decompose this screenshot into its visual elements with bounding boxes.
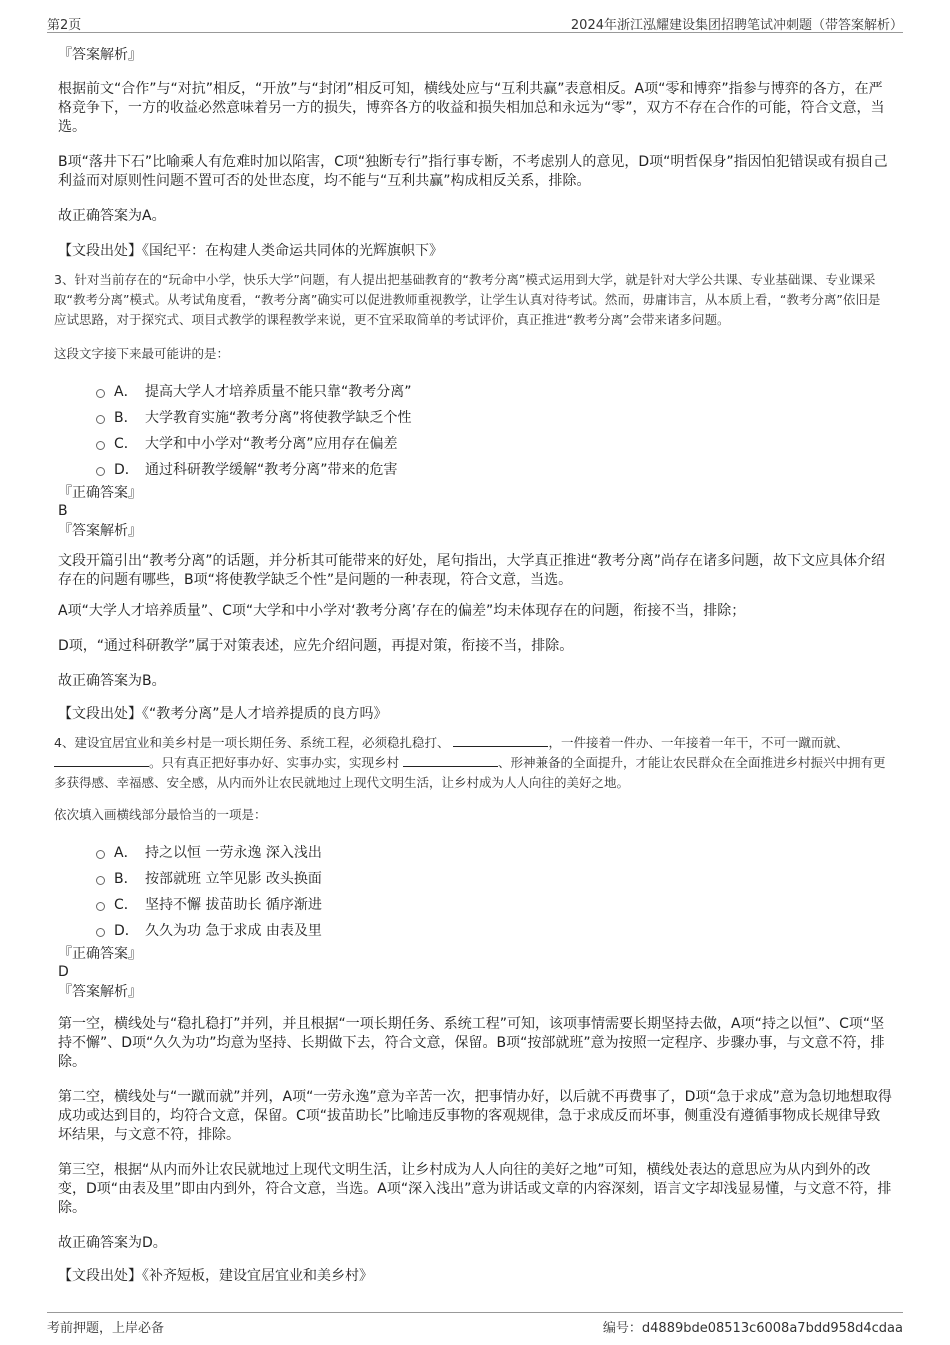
radio-icon[interactable] — [96, 876, 105, 885]
q3-analysis-label: 『答案解析』 — [58, 523, 142, 539]
q3-option-c[interactable]: C． 大学和中小学对“教考分离”应用存在偏差 — [96, 430, 892, 456]
document-code: 编号：d4889bde08513c6008a7bdd958d4cdaa — [602, 1321, 903, 1336]
q4-analysis-p2: 第二空，横线处与“一蹴而就”并列，A项“一劳永逸”意为辛苦一次，把事情办好，以后就不再费事了，D项“急于求成”意为急切地想取得成功或达到目的，均符合文意，保留。C项“拔苗助长”比喻违反事物的客观规律，急于求成反而坏事，侧重没有遵循事物成长规律导致坏结果，与文意不符，排除。 — [58, 1089, 892, 1143]
q2-answer-statement: 故正确答案为A。 — [58, 208, 166, 224]
radio-icon[interactable] — [96, 902, 105, 911]
radio-icon[interactable] — [96, 850, 105, 859]
q3-analysis-p2: A项“大学人才培养质量”、C项“大学和中小学对‘教考分离’存在的偏差”均未体现存在的问题，衔接不当，排除； — [58, 603, 746, 619]
q4-analysis-p3: 第三空，根据“从内而外让农民就地过上现代文明生活，让乡村成为人人向往的美好之地”可知，横线处表达的意思应为从内到外的改变，D项“由表及里”即由内到外，符合文意，当选。A项“深入浅出”意为讲话或文章的内容深刻，语言文字却浅显易懂，与文意不符，排除。 — [58, 1162, 892, 1216]
blank-line — [54, 754, 149, 767]
q4-question: 依次填入画横线部分最恰当的一项是： — [54, 807, 267, 822]
page-number: 第2页 — [47, 18, 82, 33]
footer-slogan: 考前押题，上岸必备 — [47, 1321, 165, 1336]
q4-stem: 4、建设宜居宜业和美乡村是一项长期任务、系统工程，必须稳扎稳打、 ，一件接着一件办、一年接着一年干，不可一蹴而就、 。只有真正把好事办好、实事办实，实现乡村 、形神兼备的全面提升，才能让农民群众在全面推进乡村振兴中拥有更多获得感、幸福感、安全感，从内而外让农民就地过上现代文明生活，让乡村成为人人向往的美好之地。 — [54, 735, 886, 790]
option-text: 坚持不懈 拔苗助长 循序渐进 — [145, 897, 322, 913]
option-text: 大学和中小学对“教考分离”应用存在偏差 — [145, 436, 398, 452]
document-title: 2024年浙江泓耀建设集团招聘笔试冲刺题（带答案解析） — [570, 18, 903, 33]
option-text: 大学教育实施“教考分离”将使教学缺乏个性 — [145, 410, 412, 426]
q3-analysis-p3: D项，“通过科研教学”属于对策表述，应先介绍问题，再提对策，衔接不当，排除。 — [58, 638, 574, 654]
q3-stem: 3、针对当前存在的“玩命中小学，快乐大学”问题，有人提出把基础教育的“教考分离”模式运用到大学，就是针对大学公共课、专业基础课、专业课采取“教考分离”模式。从考试角度看，“教考分离”确实可以促进教师重视教学，让学生认真对待考试。然而，毋庸讳言，从本质上看，“教考分离”依旧是应试思路，对于探究式、项目式教学的课程教学来说，更不宜采取简单的考试评价，真正推进“教考分离”会带来诸多问题。 — [54, 272, 881, 327]
q3-question: 这段文字接下来最可能讲的是： — [54, 346, 230, 361]
q3-options — [96, 378, 892, 482]
page-header — [47, 10, 903, 33]
option-text: 久久为功 急于求成 由表及里 — [145, 923, 322, 939]
q4-option-c[interactable]: C． 坚持不懈 拔苗助长 循序渐进 — [96, 891, 892, 917]
blank-line — [453, 734, 548, 747]
option-text: 通过科研教学缓解“教考分离”带来的危害 — [145, 462, 398, 478]
q4-correct-label: 『正确答案』 — [58, 946, 142, 962]
radio-icon[interactable] — [96, 441, 105, 450]
radio-icon[interactable] — [96, 389, 105, 398]
q4-option-b[interactable]: B． 按部就班 立竿见影 改头换面 — [96, 865, 892, 891]
q3-answer-statement: 故正确答案为B。 — [58, 673, 166, 689]
option-text: 持之以恒 一劳永逸 深入浅出 — [145, 845, 322, 861]
q4-option-a[interactable]: A． 持之以恒 一劳永逸 深入浅出 — [96, 839, 892, 865]
q4-options — [96, 839, 892, 943]
radio-icon[interactable] — [96, 467, 105, 476]
q2-analysis-p2: B项“落井下石”比喻乘人有危难时加以陷害，C项“独断专行”指行事专断，不考虑别人的意见，D项“明哲保身”指因怕犯错误或有损自己利益而对原则性问题不置可否的处世态度，均不能与“互利共赢”构成相反关系，排除。 — [58, 154, 888, 189]
q3-analysis-p1: 文段开篇引出“教考分离”的话题，并分析其可能带来的好处，尾句指出，大学真正推进“教考分离”尚存在诸多问题，故下文应具体介绍存在的问题有哪些，B项“将使教学缺乏个性”是问题的一种表现，符合文意，当选。 — [58, 553, 886, 588]
blank-line — [403, 754, 498, 767]
q3-option-d[interactable]: D． 通过科研教学缓解“教考分离”带来的危害 — [96, 456, 892, 482]
page-content — [54, 44, 892, 1287]
q3-correct-answer: B — [58, 503, 68, 519]
q4-correct-answer: D — [58, 964, 69, 980]
q3-correct-label: 『正确答案』 — [58, 485, 142, 501]
option-text: 提高大学人才培养质量不能只靠“教考分离” — [145, 384, 412, 400]
option-text: 按部就班 立竿见影 改头换面 — [145, 871, 322, 887]
q4-option-d[interactable]: D． 久久为功 急于求成 由表及里 — [96, 917, 892, 943]
q4-analysis-label: 『答案解析』 — [58, 984, 142, 1000]
q4-source: 【文段出处】《补齐短板，建设宜居宜业和美乡村》 — [58, 1268, 373, 1284]
page-footer — [47, 1312, 903, 1337]
q2-source: 【文段出处】《国纪平：在构建人类命运共同体的光辉旗帜下》 — [58, 243, 443, 259]
q3-source: 【文段出处】《“教考分离”是人才培养提质的良方吗》 — [58, 706, 388, 722]
q2-analysis-label: 『答案解析』 — [58, 47, 142, 63]
q4-answer-statement: 故正确答案为D。 — [58, 1235, 167, 1251]
q3-option-b[interactable]: B． 大学教育实施“教考分离”将使教学缺乏个性 — [96, 404, 892, 430]
q4-analysis-p1: 第一空，横线处与“稳扎稳打”并列，并且根据“一项长期任务、系统工程”可知，该项事情需要长期坚持去做，A项“持之以恒”、C项“坚持不懈”、D项“久久为功”均意为坚持、长期做下去，符合文意，保留。B项“按部就班”意为按照一定程序、步骤办事，与文意不符，排除。 — [58, 1016, 885, 1070]
q2-analysis-p1: 根据前文“合作”与“对抗”相反，“开放”与“封闭”相反可知，横线处应与“互利共赢”表意相反。A项“零和博弈”指参与博弈的各方，在严格竞争下，一方的收益必然意味着另一方的损失，博弈各方的收益和损失相加总和永远为“零”，双方不存在合作的可能，符合文意，当选。 — [58, 81, 885, 135]
q3-option-a[interactable]: A． 提高大学人才培养质量不能只靠“教考分离” — [96, 378, 892, 404]
radio-icon[interactable] — [96, 928, 105, 937]
radio-icon[interactable] — [96, 415, 105, 424]
